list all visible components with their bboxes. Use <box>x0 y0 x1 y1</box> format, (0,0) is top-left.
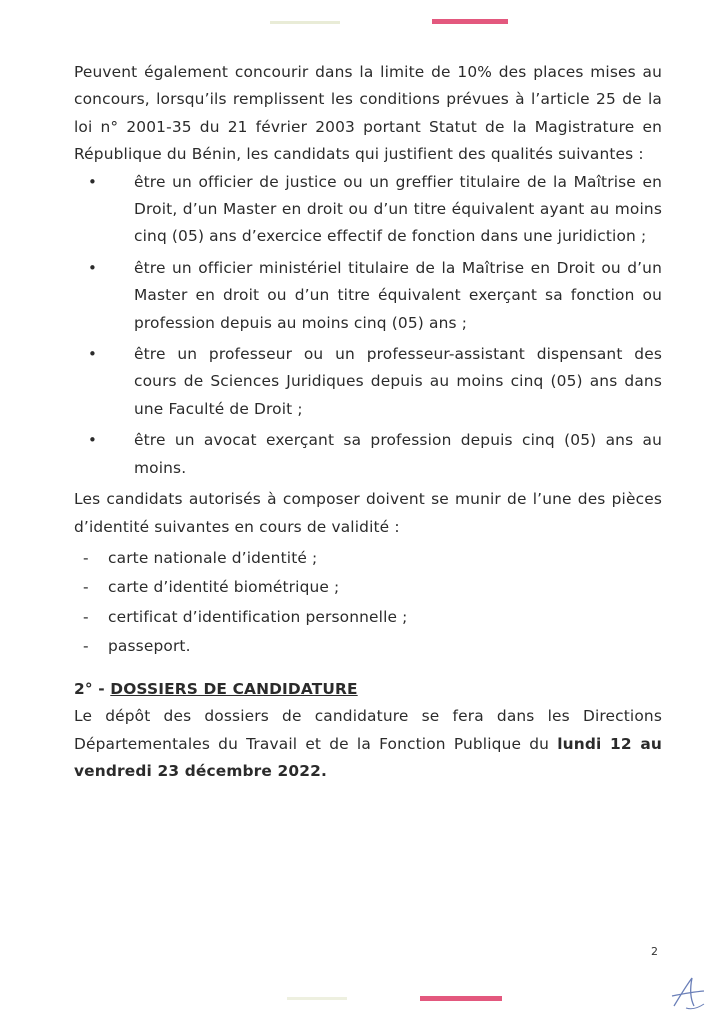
bullet-icon: • <box>88 258 97 277</box>
footer-mark-right <box>420 996 502 1001</box>
dash-icon: - <box>83 607 89 626</box>
id-intro-paragraph: Les candidats autorisés à composer doivent se munir de l’une des pièces d’identité suivantes en cours de validité : <box>74 490 662 536</box>
list-item <box>74 632 662 662</box>
list-item <box>74 573 662 603</box>
section-title: DOSSIERS DE CANDIDATURE <box>110 679 358 698</box>
bullet-icon: • <box>88 345 97 364</box>
dash-icon: - <box>83 578 89 597</box>
section-text: Le dépôt des dossiers de candidature se fera dans les Directions Départementales du Travail et de la Fonction Publique du <box>74 707 662 753</box>
bullet-icon: • <box>88 431 97 450</box>
bullet-icon: • <box>88 172 97 191</box>
list-item <box>74 427 662 482</box>
list-item-text: être un professeur ou un professeur-assistant dispensant des cours de Sciences Juridiques depuis au moins cinq (05) ans dans une Faculté de Droit ; <box>134 345 662 418</box>
list-item-text: être un officier ministériel titulaire de la Maîtrise en Droit ou d’un Master en droit ou d’un titre équivalent exerçant sa fonction ou profession depuis au moins cinq (05) ans ; <box>134 258 662 332</box>
list-item-text: certificat d’identification personnelle ; <box>108 607 408 626</box>
document-body <box>74 59 662 786</box>
list-item <box>74 603 662 633</box>
page-number: 2 <box>651 945 658 958</box>
list-item-text: carte d’identité biométrique ; <box>108 578 340 597</box>
header-mark-left <box>270 21 340 24</box>
list-item <box>74 255 662 337</box>
signature-icon <box>668 972 708 1012</box>
list-item <box>74 169 662 251</box>
section-number: 2° - <box>74 679 111 698</box>
dash-icon: - <box>83 637 89 656</box>
list-item-text: être un officier de justice ou un greffier titulaire de la Maîtrise en Droit, d’un Master en droit ou d’un titre équivalent ayant au moins cinq (05) ans d’exercice effectif de fonction dans une juridiction ; <box>134 172 662 246</box>
dash-icon: - <box>83 548 89 567</box>
qualities-list <box>74 169 662 482</box>
footer-mark-left <box>287 997 347 1000</box>
list-item-text: être un avocat exerçant sa profession depuis cinq (05) ans au moins. <box>134 431 662 477</box>
id-documents-list <box>74 544 662 662</box>
intro-paragraph: Peuvent également concourir dans la limite de 10% des places mises au concours, lorsqu’ils remplissent les conditions prévues à l’article 25 de la loi n° 2001-35 du 21 février 2003 portant Statut de la Magistrature en République du Bénin, les candidats qui justifient des qualités suivantes : <box>74 63 662 164</box>
section-paragraph <box>74 703 662 785</box>
header-mark-right <box>432 19 508 24</box>
list-item-text: passeport. <box>108 637 191 656</box>
list-item <box>74 544 662 574</box>
list-item <box>74 341 662 423</box>
section-heading <box>74 676 662 703</box>
section-dates: lundi 12 au vendredi 23 décembre 2022. <box>74 734 662 781</box>
list-item-text: carte nationale d’identité ; <box>108 548 318 567</box>
